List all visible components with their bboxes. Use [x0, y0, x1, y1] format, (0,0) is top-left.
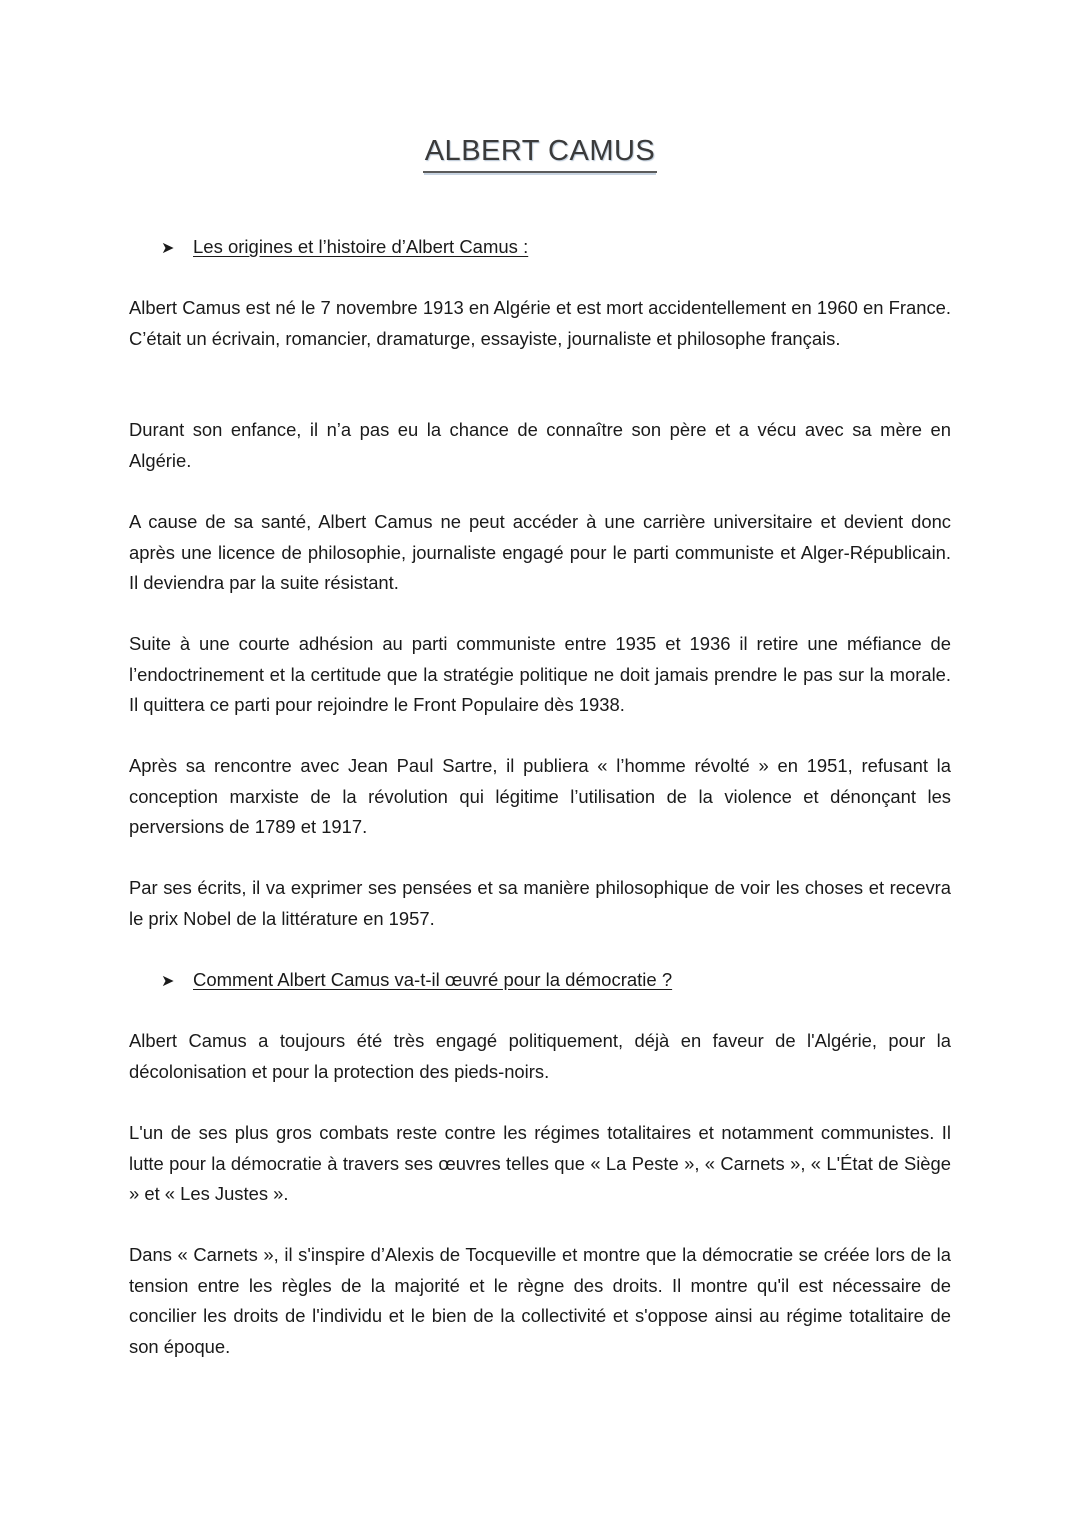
- paragraph: A cause de sa santé, Albert Camus ne peut accéder à une carrière universitaire et devient donc après une licence de philosophie, journaliste engagé pour le parti communiste et Alger-Républicain. Il deviendra par la suite résistant.: [129, 511, 951, 593]
- section-heading-origins: [161, 235, 528, 261]
- arrow-bullet-icon: ➤: [161, 240, 175, 257]
- paragraph: Suite à une courte adhésion au parti communiste entre 1935 et 1936 il retire une méfiance de l’endoctrinement et la certitude que la stratégie politique ne doit jamais prendre le pas sur la morale. Il quittera ce parti pour rejoindre le Front Populaire dès 1938.: [129, 633, 951, 715]
- section-heading-text: Les origines et l’histoire d’Albert Camus :: [193, 236, 529, 257]
- paragraph: Albert Camus est né le 7 novembre 1913 en Algérie et est mort accidentellement en 1960 en France. C’était un écrivain, romancier, dramaturge, essayiste, journaliste et philosophe français.: [129, 297, 951, 349]
- document-title-text: ALBERT CAMUS: [423, 133, 658, 173]
- paragraph: Dans « Carnets », il s'inspire d’Alexis de Tocqueville et montre que la démocratie se créée lors de la tension entre les règles de la majorité et le règne des droits. Il montre qu'il est nécessaire de concilier les droits de l'individu et le bien de la collectivité et s'oppose ainsi au régime totalitaire de son époque.: [129, 1244, 951, 1357]
- paragraph: Durant son enfance, il n’a pas eu la chance de connaître son père et a vécu avec sa mère en Algérie.: [129, 419, 951, 471]
- paragraph: Par ses écrits, il va exprimer ses pensées et sa manière philosophique de voir les choses et recevra le prix Nobel de la littérature en 1957.: [129, 877, 951, 929]
- paragraph: Albert Camus a toujours été très engagé politiquement, déjà en faveur de l'Algérie, pour la décolonisation et pour la protection des pieds-noirs.: [129, 1030, 951, 1082]
- document-title: [0, 133, 1080, 173]
- arrow-bullet-icon: ➤: [161, 973, 175, 990]
- section-heading-text: Comment Albert Camus va-t-il œuvré pour la démocratie ?: [193, 969, 673, 990]
- paragraph: L'un de ses plus gros combats reste contre les régimes totalitaires et notamment communistes. Il lutte pour la démocratie à travers ses œuvres telles que « La Peste », « Carnets », « L'État de Siège » et « Les Justes ».: [129, 1122, 951, 1204]
- section-heading-democracy: [161, 968, 672, 994]
- paragraph: Après sa rencontre avec Jean Paul Sartre, il publiera « l’homme révolté » en 1951, refusant la conception marxiste de la révolution qui légitime l’utilisation de la violence et dénonçant les perversions de 1789 et 1917.: [129, 755, 951, 837]
